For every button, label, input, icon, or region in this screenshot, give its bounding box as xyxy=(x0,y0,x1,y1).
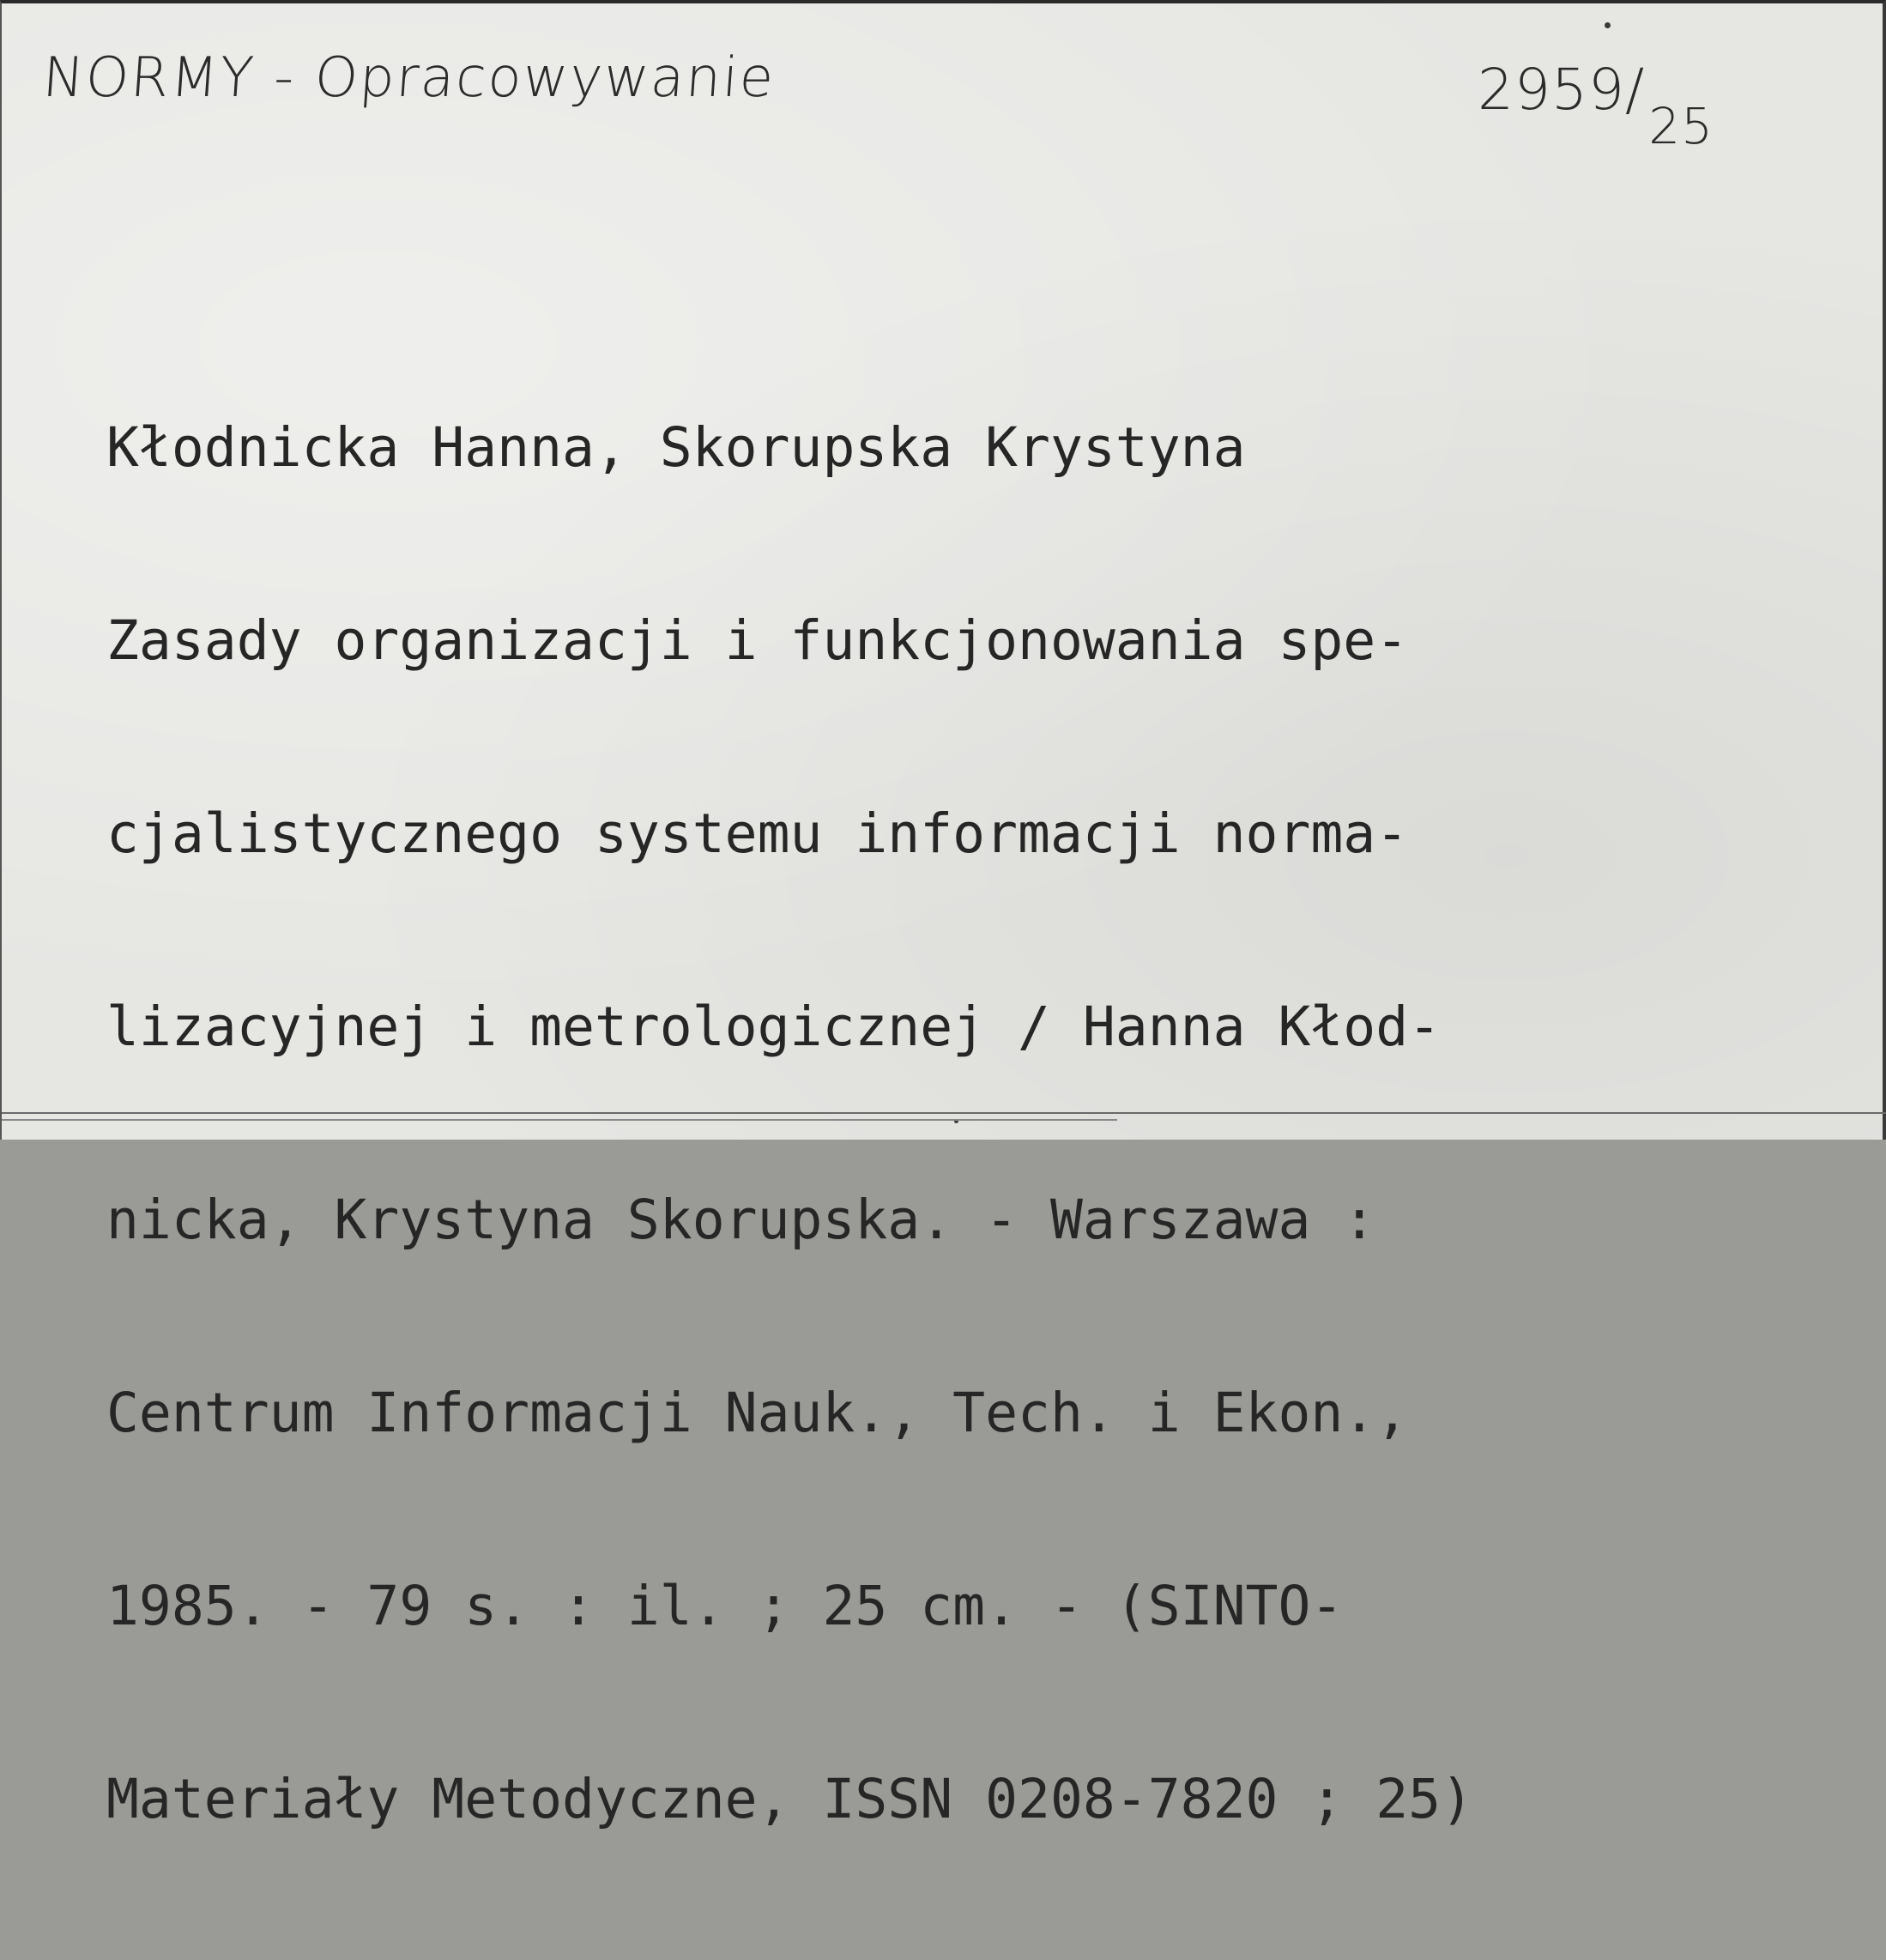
entry-line: lizacyjnej i metrologicznej / Hanna Kłod- xyxy=(106,995,1442,1058)
bibliographic-entry xyxy=(106,287,1823,1960)
entry-line: Zasady organizacji i funkcjonowania spe- xyxy=(106,609,1409,672)
entry-line: nicka, Krystyna Skorupska. - Warszawa : xyxy=(106,1189,1376,1251)
call-number-main: 2959/ xyxy=(1478,57,1646,123)
entry-line: Kłodnicka Hanna, Skorupska Krystyna xyxy=(106,416,1246,479)
bottom-edge-line xyxy=(2,1112,1886,1114)
entry-line: Materiały Metodyczne, ISSN 0208-7820 ; 25) xyxy=(106,1768,1474,1830)
entry-line: cjalistycznego systemu informacji norma- xyxy=(106,802,1409,865)
entry-line: 1985. - 79 s. : il. ; 25 cm. - (SINTO- xyxy=(106,1575,1344,1637)
call-number-sub: 25 xyxy=(1648,97,1714,155)
bottom-edge-line xyxy=(2,1119,1117,1121)
paper-speck xyxy=(1605,22,1611,28)
call-number xyxy=(1478,57,1714,155)
entry-line: Centrum Informacji Nauk., Tech. i Ekon., xyxy=(106,1382,1409,1444)
subject-heading: NORMY - Opracowywanie xyxy=(40,46,777,110)
